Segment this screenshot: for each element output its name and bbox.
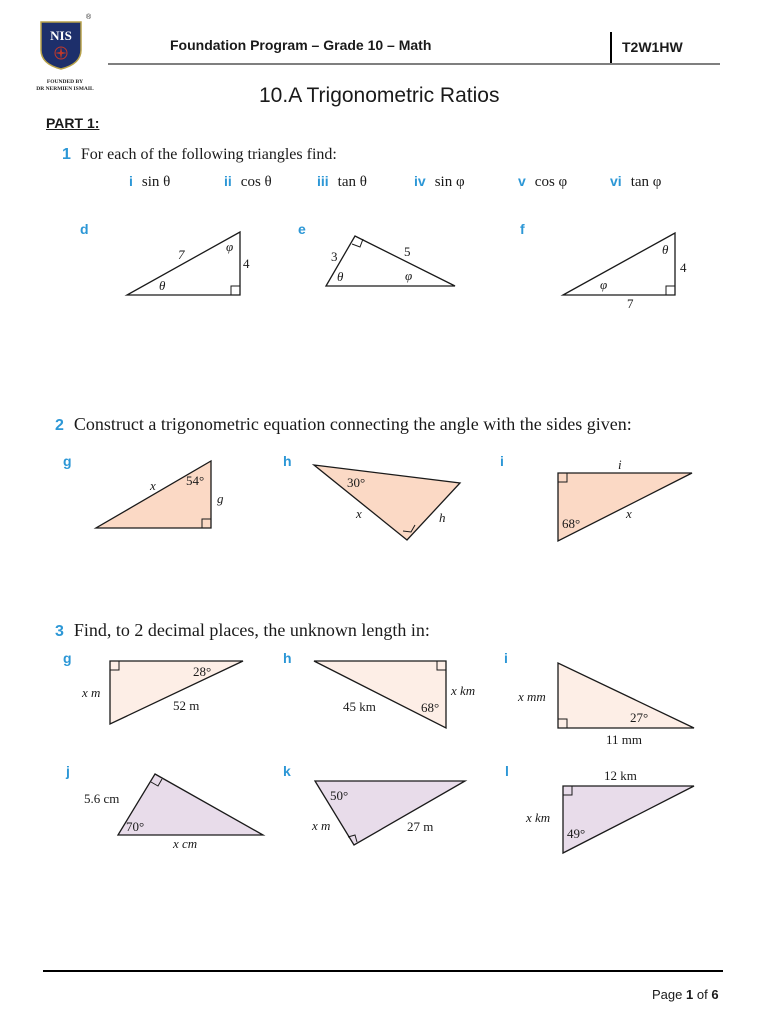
header-code: T2W1HW xyxy=(622,39,683,55)
q3-triangle-g-label: g xyxy=(63,650,72,666)
q3-k-angle: 50° xyxy=(330,788,349,803)
q3-triangle-g xyxy=(81,661,243,724)
q3-l-side-top: 12 km xyxy=(604,768,637,783)
page-number xyxy=(652,987,719,1002)
of-word: of xyxy=(696,987,708,1002)
q2-g-side-x: x xyxy=(150,478,156,493)
q2-i-angle: 68° xyxy=(562,516,581,531)
q2-h-angle: 30° xyxy=(347,475,366,490)
q3-triangle-i xyxy=(517,663,694,747)
q3-j-side-short: 5.6 cm xyxy=(84,791,120,806)
logo-text: NIS xyxy=(50,28,72,43)
q3-triangle-i-label: i xyxy=(504,650,508,666)
question-3-text: Find, to 2 decimal places, the unknown length in: xyxy=(73,620,430,640)
q3-j-side-x: x cm xyxy=(173,836,198,851)
registered-mark: ® xyxy=(86,14,92,21)
triangle-f-side-vert: 4 xyxy=(680,260,687,275)
current-page: 1 xyxy=(686,987,694,1002)
q3-l-angle: 49° xyxy=(567,826,586,841)
q2-triangle-i xyxy=(558,457,692,541)
q1-item-label: v xyxy=(518,173,526,189)
triangle-d-label: d xyxy=(80,221,89,237)
triangle-e-side-long: 5 xyxy=(404,244,411,259)
q2-g-side-g: g xyxy=(217,491,224,506)
q2-i-side-i: i xyxy=(618,457,622,472)
q3-l-side-x: x km xyxy=(526,810,551,825)
q1-item-func: cos θ xyxy=(240,174,272,190)
q3-h-side-hyp: 45 km xyxy=(343,699,376,714)
q3-triangle-h xyxy=(314,661,475,728)
q2-triangle-g xyxy=(96,461,224,528)
q2-g-angle: 54° xyxy=(186,473,205,488)
q1-item-label: iii xyxy=(317,173,329,189)
question-2-number: 2 xyxy=(55,417,64,434)
q2-triangle-i-label: i xyxy=(500,453,504,469)
triangle-e-label: e xyxy=(298,221,306,237)
question-1-number: 1 xyxy=(62,146,71,163)
q3-k-side-x: x m xyxy=(312,818,331,833)
q3-h-angle: 68° xyxy=(421,700,440,715)
q2-i-side-x: x xyxy=(626,506,632,521)
founded-line-2: DR NERMIEN ISMAIL xyxy=(36,86,94,92)
triangle-d-side-vert: 4 xyxy=(243,256,250,271)
q1-item-func: sin φ xyxy=(434,174,465,190)
question-2-text: Construct a trigonometric equation connecting the angle with the sides given: xyxy=(73,414,632,434)
question-3-number: 3 xyxy=(55,623,64,640)
page-word: Page xyxy=(652,987,683,1002)
q1-item-func: cos φ xyxy=(534,174,568,190)
triangle-e xyxy=(326,236,455,286)
q3-i-side-x: x mm xyxy=(518,689,546,704)
founded-line-1: FOUNDED BY xyxy=(46,79,84,85)
q2-triangle-g-label: g xyxy=(63,453,72,469)
q1-item-label: iv xyxy=(414,173,426,189)
triangle-d xyxy=(127,232,250,295)
question-1-text: For each of the following triangles find: xyxy=(80,146,337,163)
q3-triangle-k xyxy=(311,781,465,845)
footer-rule xyxy=(43,970,723,972)
q3-triangle-l-label: l xyxy=(505,763,509,779)
q3-triangle-k-label: k xyxy=(283,763,291,779)
q3-triangle-h-label: h xyxy=(283,650,292,666)
triangle-e-angle-theta: θ xyxy=(337,269,344,284)
triangle-f xyxy=(563,233,687,311)
q1-item-label: vi xyxy=(610,173,622,189)
page-title: 10.A Trigonometric Ratios xyxy=(259,84,500,107)
triangle-d-angle-theta: θ xyxy=(159,278,166,293)
q3-triangle-j xyxy=(84,774,263,851)
triangle-f-angle-theta: θ xyxy=(662,242,669,257)
q2-h-side-x: x xyxy=(356,506,362,521)
triangle-e-side-short: 3 xyxy=(331,249,338,264)
q1-item-label: i xyxy=(129,173,133,189)
triangle-f-side-base: 7 xyxy=(627,296,634,311)
header-title: Foundation Program – Grade 10 – Math xyxy=(170,37,432,53)
q3-j-angle: 70° xyxy=(126,819,145,834)
q1-item-func: tan φ xyxy=(630,174,662,190)
q3-i-angle: 27° xyxy=(630,710,649,725)
q2-triangle-h xyxy=(314,465,460,540)
q2-h-side-h: h xyxy=(439,510,446,525)
q3-i-side-base: 11 mm xyxy=(606,732,642,747)
q3-g-side-x: x m xyxy=(82,685,101,700)
triangle-f-angle-phi: φ xyxy=(600,277,608,292)
part-label: PART 1: xyxy=(46,115,100,131)
triangle-e-angle-phi: φ xyxy=(405,268,413,283)
q3-g-angle: 28° xyxy=(193,664,212,679)
q2-triangle-h-label: h xyxy=(283,453,292,469)
q1-item-func: tan θ xyxy=(337,174,367,190)
total-pages: 6 xyxy=(711,987,719,1002)
q1-item-func: sin θ xyxy=(141,174,171,190)
triangle-f-label: f xyxy=(520,221,525,237)
q1-item-label: ii xyxy=(224,173,232,189)
triangle-d-angle-phi: φ xyxy=(226,239,234,254)
q3-triangle-j-label: j xyxy=(66,763,70,779)
triangle-d-side-hyp: 7 xyxy=(178,247,185,262)
q3-g-side-hyp: 52 m xyxy=(173,698,200,713)
q3-k-side-long: 27 m xyxy=(407,819,434,834)
q3-triangle-l xyxy=(525,768,694,853)
q3-h-side-x: x km xyxy=(451,683,476,698)
